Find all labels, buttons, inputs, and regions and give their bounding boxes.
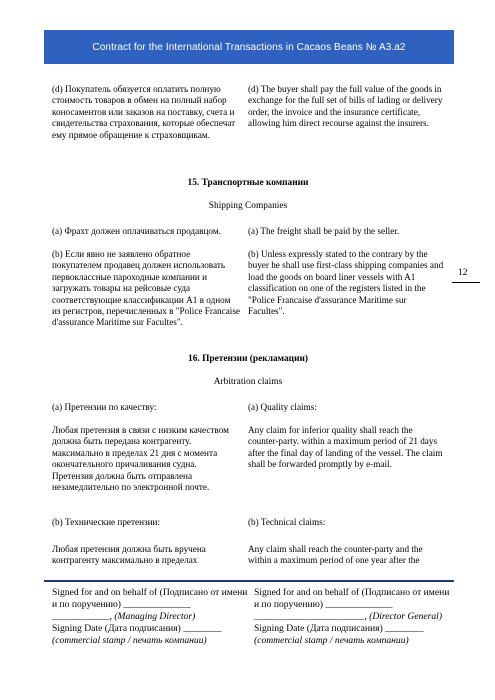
clause-15a-ru: (а) Фрахт должен оплачиваться продавцом. <box>52 226 221 236</box>
page-number: 12 <box>458 268 468 278</box>
page-number-rule <box>452 282 480 283</box>
clause-16a-ru: Любая претензия в связи с низким качеством должна быть передана контрагенту. максимально в пределах 21 дня с момента окончательного причаливания судна. Претензия должна быть отправлена незамедлительно по электронной почте. <box>52 425 229 493</box>
document-title: Contract for the International Transactions in Cacaos Beans № A3.a2 <box>92 41 406 53</box>
clause-15b-en: (b) Unless expressly stated to the contrary by the buyer he shall use first-class shipping companies and load the goods on board liner vessels with A1 classification on one of the registers listed in the "Police Francaise d'assurance Maritime sur Facultes". <box>248 249 444 317</box>
signatory-line: ____________, (Managing Director) <box>52 611 196 622</box>
signature-block-left <box>52 587 248 647</box>
signed-for-line: Signed for and on behalf of (Подписано от имени и по поручению) ______________ <box>254 587 450 610</box>
clause-16b-head-en: (b) Technical claims: <box>248 517 326 527</box>
stamp-caption: (commercial stamp / печать компании) <box>254 635 409 646</box>
section-15-title-ru: 15. Транспортные компании <box>187 178 309 188</box>
clause-d-en: (d) The buyer shall pay the full value of the goods in exchange for the full set of bills of lading or delivery order, the invoice and the insurance certificate, allowing him direct recourse against the insurers. <box>248 84 443 129</box>
header-banner <box>44 30 454 64</box>
section-15-title-en: Shipping Companies <box>208 201 288 211</box>
clause-d-ru: (d) Покупатель обязуется оплатить полную стоимость товаров в обмен на полный набор коносаментов или заказов на поставку, счета и свидетельства страхования, которые обеспечат ему прямое обращение к страховщикам. <box>52 84 236 140</box>
stamp-caption: (commercial stamp / печать компании) <box>52 635 207 646</box>
clause-15b-ru: (b) Если явно не заявлено обратное покупателем продавец должен использовать первоклассные пароходные компании и загружать товары на рейсовые суда соответствующие классификации А1 в одном из регистров, перечисленных в "Police Francaise d'assurance Maritime sur Facultes". <box>52 249 240 328</box>
clause-16b-head-ru: (b) Технические претензии: <box>52 517 161 527</box>
clause-16b-en: Any claim shall reach the counter-party and the within a maximum period of one year after the <box>248 544 423 566</box>
signatory-role: (Managing Director) <box>114 611 196 622</box>
signed-for-line: Signed for and on behalf of (Подписано от имени и по поручению) ______________ <box>52 587 248 610</box>
clause-16b-ru: Любая претензия должна быть вручена контрагенту максимально в пределах <box>52 544 206 566</box>
signatory-role: (Director General) <box>369 611 443 622</box>
signatory-line: _______________________, (Director General) <box>254 611 443 622</box>
section-16-title-ru: 16. Претензии (рекламации) <box>188 354 308 364</box>
section-16-title-en: Arbitration claims <box>213 377 283 387</box>
signature-divider <box>44 580 454 582</box>
signature-block-right <box>254 587 454 647</box>
clause-16a-head-en: (a) Quality claims: <box>248 402 317 412</box>
clause-15a-en: (a) The freight shall be paid by the seller. <box>248 226 400 236</box>
signing-date-line: Signing Date (Дата подписания) ________ <box>254 623 424 634</box>
signing-date-line: Signing Date (Дата подписания) ________ <box>52 623 222 634</box>
clause-16a-en: Any claim for inferior quality shall reach the counter-party. within a maximum period of 21 days after the final day of landing of the vessel. The claim shall be forwarded promptly by e-mail. <box>248 425 443 470</box>
clause-16a-head-ru: (а) Претензии по качеству: <box>52 402 157 412</box>
